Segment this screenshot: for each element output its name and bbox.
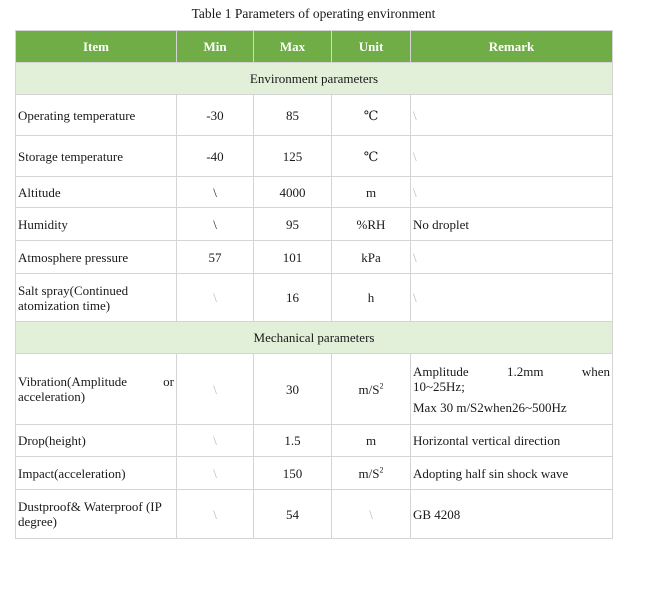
cell-item (16, 490, 177, 539)
remark-line: 10~25Hz; (413, 378, 465, 394)
remark-word: when (581, 363, 610, 379)
cell-min: 57 (177, 241, 254, 274)
table-row (16, 136, 613, 177)
header-unit: Unit (332, 31, 411, 63)
cell-unit: ℃ (332, 136, 411, 177)
table-row (16, 95, 613, 136)
item-word: Vibration(Amplitude (18, 374, 127, 389)
item-line: Dustproof& Waterproof (IP (18, 499, 162, 514)
cell-remark: \ (411, 241, 613, 274)
cell-unit: kPa (332, 241, 411, 274)
cell-min: \ (177, 354, 254, 425)
cell-remark: Adopting half sin shock wave (411, 457, 613, 490)
cell-remark: \ (411, 177, 613, 208)
cell-unit (332, 457, 411, 490)
cell-min: \ (177, 208, 254, 241)
item-line: acceleration) (18, 389, 86, 404)
header-remark: Remark (411, 31, 613, 63)
remark-line (413, 364, 610, 379)
cell-max: 125 (254, 136, 332, 177)
cell-remark: GB 4208 (411, 490, 613, 539)
cell-item (16, 354, 177, 425)
remark-line: Max 30 m/S2when26~500Hz (413, 399, 567, 415)
cell-unit: \ (332, 490, 411, 539)
cell-max: 1.5 (254, 425, 332, 457)
cell-max: 16 (254, 274, 332, 322)
cell-unit: h (332, 274, 411, 322)
cell-unit: %RH (332, 208, 411, 241)
cell-unit: m (332, 425, 411, 457)
table-row (16, 274, 613, 322)
header-item: Item (16, 31, 177, 63)
item-line (18, 374, 174, 389)
cell-item: Operating temperature (16, 95, 177, 136)
table-row (16, 241, 613, 274)
table-row (16, 208, 613, 241)
cell-max: 150 (254, 457, 332, 490)
cell-min: -40 (177, 136, 254, 177)
cell-max: 30 (254, 354, 332, 425)
table-caption: Table 1 Parameters of operating environment (191, 6, 436, 21)
cell-remark: \ (411, 274, 613, 322)
cell-item (16, 274, 177, 322)
cell-item: Atmosphere pressure (16, 241, 177, 274)
item-line: atomization time) (18, 297, 111, 313)
cell-min: \ (177, 425, 254, 457)
item-line: degree) (18, 514, 57, 529)
cell-item: Humidity (16, 208, 177, 241)
cell-item: Impact(acceleration) (16, 457, 177, 490)
section-title: Environment parameters (16, 63, 613, 95)
cell-remark (411, 354, 613, 425)
table-row (16, 490, 613, 539)
cell-unit: m (332, 177, 411, 208)
cell-max: 85 (254, 95, 332, 136)
cell-remark: Horizontal vertical direction (411, 425, 613, 457)
cell-min: \ (177, 274, 254, 322)
cell-item: Storage temperature (16, 136, 177, 177)
remark-word: Amplitude (413, 363, 469, 379)
cell-max: 95 (254, 208, 332, 241)
item-line: Salt spray(Continued (18, 282, 129, 298)
unit-text: m/S (358, 465, 380, 481)
cell-remark: \ (411, 136, 613, 177)
cell-min: -30 (177, 95, 254, 136)
cell-item: Altitude (16, 177, 177, 208)
unit-superscript: 2 (379, 381, 384, 391)
item-word: or (163, 374, 174, 389)
table-row (16, 425, 613, 457)
section-mechanical (16, 322, 613, 354)
header-row (16, 31, 613, 63)
cell-min: \ (177, 177, 254, 208)
remark-word: 1.2mm (506, 363, 544, 379)
cell-max: 101 (254, 241, 332, 274)
cell-unit: ℃ (332, 95, 411, 136)
header-max: Max (254, 31, 332, 63)
unit-superscript: 2 (379, 465, 384, 475)
section-environment (16, 63, 613, 95)
cell-min: \ (177, 457, 254, 490)
table-row (16, 457, 613, 490)
cell-unit (332, 354, 411, 425)
cell-remark: \ (411, 95, 613, 136)
parameters-table (15, 30, 613, 539)
cell-max: 4000 (254, 177, 332, 208)
cell-min: \ (177, 490, 254, 539)
cell-max: 54 (254, 490, 332, 539)
section-title: Mechanical parameters (16, 322, 613, 354)
cell-item: Drop(height) (16, 425, 177, 457)
cell-remark: No droplet (411, 208, 613, 241)
table-row (16, 177, 613, 208)
header-min: Min (177, 31, 254, 63)
unit-text: m/S (358, 381, 380, 397)
table-row (16, 354, 613, 425)
